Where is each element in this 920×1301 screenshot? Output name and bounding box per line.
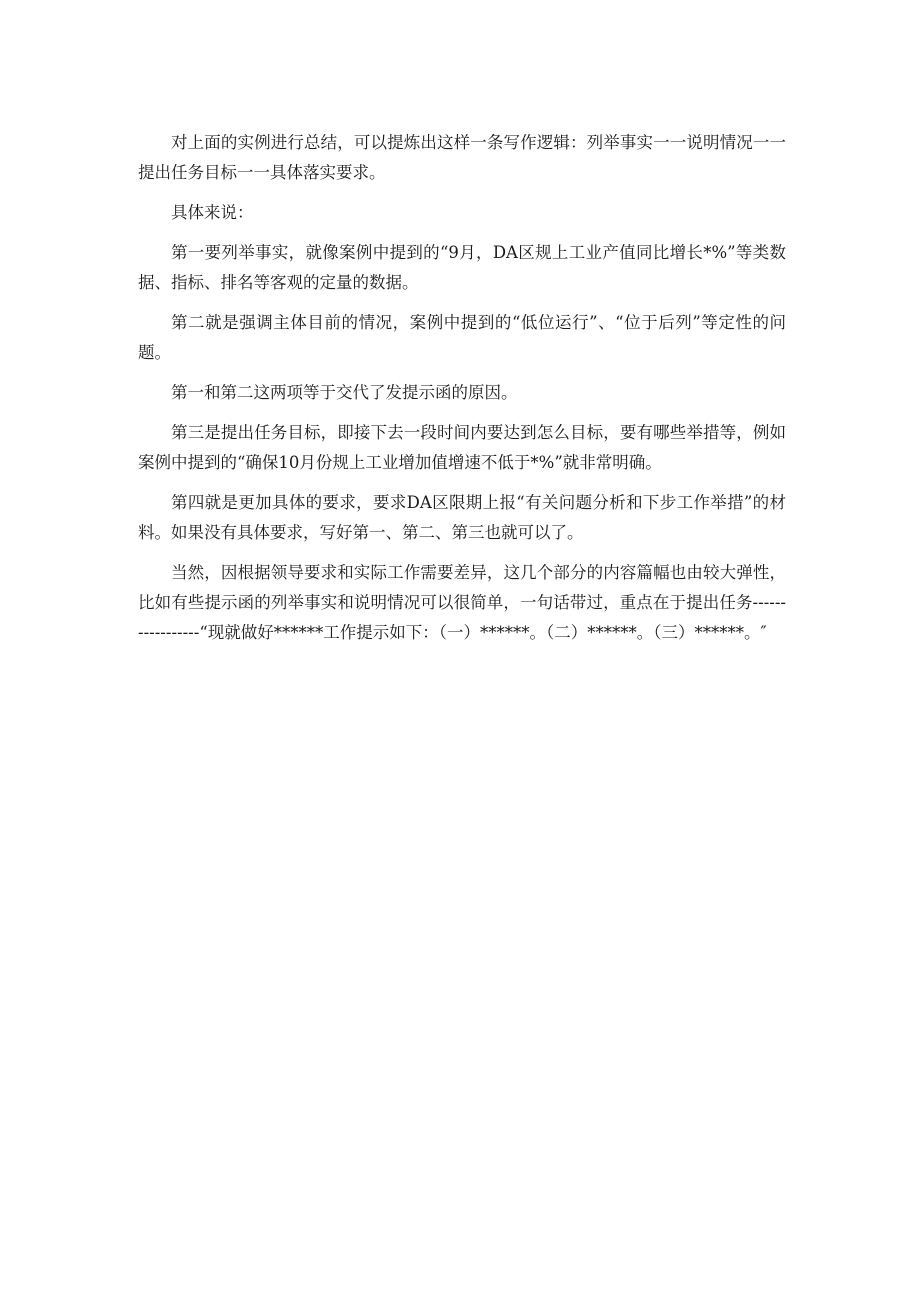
paragraph-summary: 对上面的实例进行总结，可以提炼出这样一条写作逻辑：列举事实一一说明情况一一提出任务目标一一具体落实要求。 — [138, 133, 786, 182]
paragraph-first-point: 第一要列举事实，就像案例中提到的“9月，DA区规上工业产值同比增长*%”等类数据、指标、排名等客观的定量的数据。 — [138, 243, 786, 292]
paragraph-conclusion: 当然，因根据领导要求和实际工作需要差异，这几个部分的内容篇幅也由较大弹性，比如有些提示函的列举事实和说明情况可以很简单，一句话带过，重点在于提出任务-----------------“现就做好******工作提示如下：（一）******。（二）******。（三）******。″ — [138, 563, 786, 642]
paragraph-third-point: 第三是提出任务目标，即接下去一段时间内要达到怎么目标，要有哪些举措等，例如案例中提到的“确保10月份规上工业增加值增速不低于*%”就非常明确。 — [138, 423, 786, 472]
paragraph-second-point: 第二就是强调主体目前的情况，案例中提到的“低位运行”、“位于后列”等定性的问题。 — [138, 313, 786, 362]
document-body — [138, 128, 786, 648]
paragraph-reason: 第一和第二这两项等于交代了发提示函的原因。 — [171, 383, 518, 402]
paragraph-specifically: 具体来说： — [171, 203, 254, 222]
paragraph-fourth-point: 第四就是更加具体的要求，要求DA区限期上报“有关问题分析和下步工作举措”的材料。如果没有具体要求，写好第一、第二、第三也就可以了。 — [138, 493, 786, 542]
